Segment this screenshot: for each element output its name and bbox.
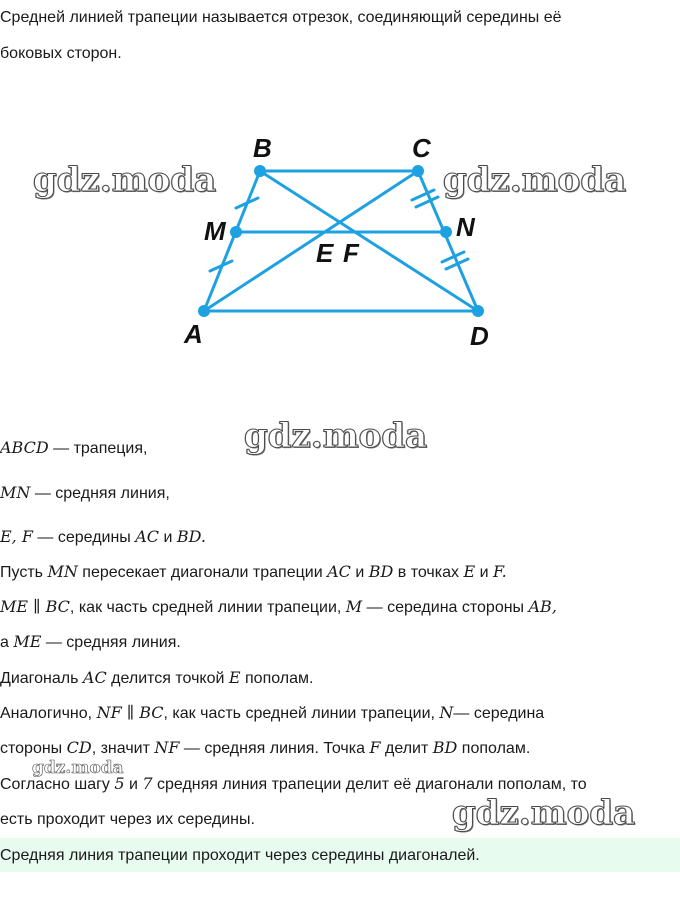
solution-line-11: есть проходит через их середины. <box>0 811 255 828</box>
label-c: C <box>412 133 431 163</box>
point-b <box>254 165 266 177</box>
intro-line-2: боковых сторон. <box>0 45 122 62</box>
trapezoid-diagram <box>0 120 680 360</box>
label-n: N <box>456 212 475 242</box>
conclusion-text: Средняя линия трапеции проходит через середины диагоналей. <box>0 847 480 864</box>
watermark: gdz.moda <box>452 793 636 833</box>
solution-line-7: Диагональ AC делится точкой E пополам. <box>0 668 314 687</box>
point-m <box>230 226 242 238</box>
watermark: gdz.moda <box>443 160 627 200</box>
label-m: M <box>204 216 226 246</box>
label-e: E <box>316 238 334 268</box>
solution-line-6: а ME — средняя линия. <box>0 632 181 651</box>
solution-line-5: ME ∥ BC, как часть средней линии трапеции, M — середина стороны AB, <box>0 597 557 616</box>
intro-line-1: Средней линией трапеции называется отрезок, соединяющий середины её <box>0 9 562 26</box>
point-n <box>440 226 452 238</box>
tick-cn-2 <box>416 197 438 207</box>
conclusion-box <box>0 838 680 872</box>
solution-line-10: Согласно шагу 5 и 7 средняя линия трапеции делит её диагонали пополам, то <box>0 774 587 793</box>
solution-line-8: Аналогично, NF ∥ BC, как часть средней линии трапеции, N— середина <box>0 703 545 722</box>
label-b: B <box>253 133 272 163</box>
solution-line-9: стороны CD, значит NF — средняя линия. Точка F делит BD пополам. <box>0 738 531 757</box>
watermark: gdz.moda <box>244 416 428 456</box>
watermark: gdz.moda <box>33 160 217 200</box>
label-a: A <box>184 319 203 349</box>
solution-line-4: Пусть MN пересекает диагонали трапеции AC и BD в точках E и F. <box>0 562 507 581</box>
point-c <box>412 165 424 177</box>
label-d: D <box>470 321 489 351</box>
solution-line-1: ABCD — трапеция, <box>0 438 148 457</box>
label-f: F <box>343 238 359 268</box>
point-a <box>198 305 210 317</box>
diagonal-ac <box>204 171 418 311</box>
point-d <box>472 305 484 317</box>
solution-line-3: E, F — середины AC и BD. <box>0 527 206 546</box>
watermark: gdz.moda <box>32 758 124 778</box>
solution-line-2: MN — средняя линия, <box>0 483 170 502</box>
